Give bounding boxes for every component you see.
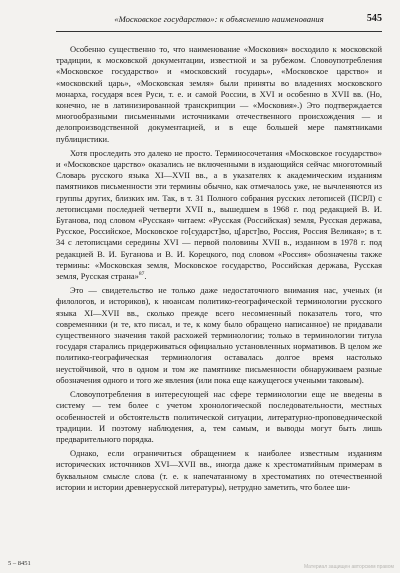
running-title: «Московское государство»: к объяснению наименования xyxy=(114,14,324,24)
paragraph xyxy=(56,148,382,282)
paragraph-tail: . xyxy=(144,271,147,282)
paragraph: Однако, если ограничиться обращением к наиболее известным изданиям исторических источников XVI—XVII вв., иногда даже к хрестоматийным примерам в буквальном смысле слова (т. е. к напечатанному в хрестоматиях по отечественной истории и истории древнерусской литературы), нетрудно заметить, что более ши- xyxy=(56,448,382,492)
paragraph: Особенно существенно то, что наименование «Московия» восходило к московской традиции, к московской документации, известной и за рубежом. Словоупотребления «Московское государство» и «московский государь», «Московское царство» и «московский царь», «Московская земля» были приняты во владениях московского монарха, государя всея Руси, т. е. и самой России, в XVI и особенно в XVII вв. (Но, конечно, не в латинизированной транскрипции — «Московия».) Это подтверждается многообразными письменными источниками отечественного происхождения — и делопроизводственной документацией, и в еще большей мере памятниками публицистики. xyxy=(56,44,382,144)
paragraph-text: Хотя проследить это далеко не просто. Терминосочетания «Московское государство» и «Московское царство» оказались не включенными в издающийся сейчас многотомный Словарь русского языка XI—XVII вв., а в указателях к академическим изданиям памятников письменности эти термины обычно, как отмечалось уже, не вычленяются из группы других, близких им. Так, в т. 31 Полного собрания русских летописей (ПСРЛ) с летописцами последней четверти XVII в., вышедшем в 1968 г. под редакцией В. И. Буганова, под словом «Русская» читаем: «Русская (Российская) земля, Русская держава, Русское, Российское, Московское го[сударст]во, ц[арст]во, Россия, Россия Великая»; в т. 34 с летописцами середины XVI — первой половины XVII в., изданном в 1978 г. под редакцией В. И. Буганова и В. И. Корецкого, под словом «Россия» обозначены также термины: «Московская земля, Московское государство, Российская держава, Русская земля, Русская страна» xyxy=(56,147,382,282)
page-number: 545 xyxy=(366,13,382,24)
copyright-watermark: Материал защищен авторским правом xyxy=(303,564,394,570)
paragraph: Это — свидетельство не только даже недостаточного внимания нас, ученых (и филологов, и историков), к нюансам политико-географической терминологии русского языка XI—XVII вв., сколько прежде всего несомненный показатель того, что современники (и те, кто писал, и те, к кому было обращено написанное) не придавали существенного значения такой расхожей терминологии; только в терминологии титула государя старались придерживаться официально установленных нормативов. В целом же политико-географическая терминология оставалась долгое время настолько неустойчивой, что в одном и том же памятнике письменности обнаруживаем разные обозначения одного и того же явления (или пока еще кажущегося учеными таковым). xyxy=(56,285,382,385)
running-header xyxy=(56,14,382,30)
footnote-ref[interactable]: 87 xyxy=(138,271,145,278)
header-rule xyxy=(56,31,382,32)
printer-signature: 5 – 8451 xyxy=(8,560,31,567)
paragraph: Словоупотребления в интересующей нас сфере терминологии еще не введены в систему — тем более с учетом хронологической последовательности, местных особенностей и обстоятельств политической ситуации, литературно-проповеднической традиции. И поэтому наблюдения, а, тем самым, и выводы могут быть лишь предварительного порядка. xyxy=(56,389,382,444)
body-text xyxy=(56,44,382,549)
